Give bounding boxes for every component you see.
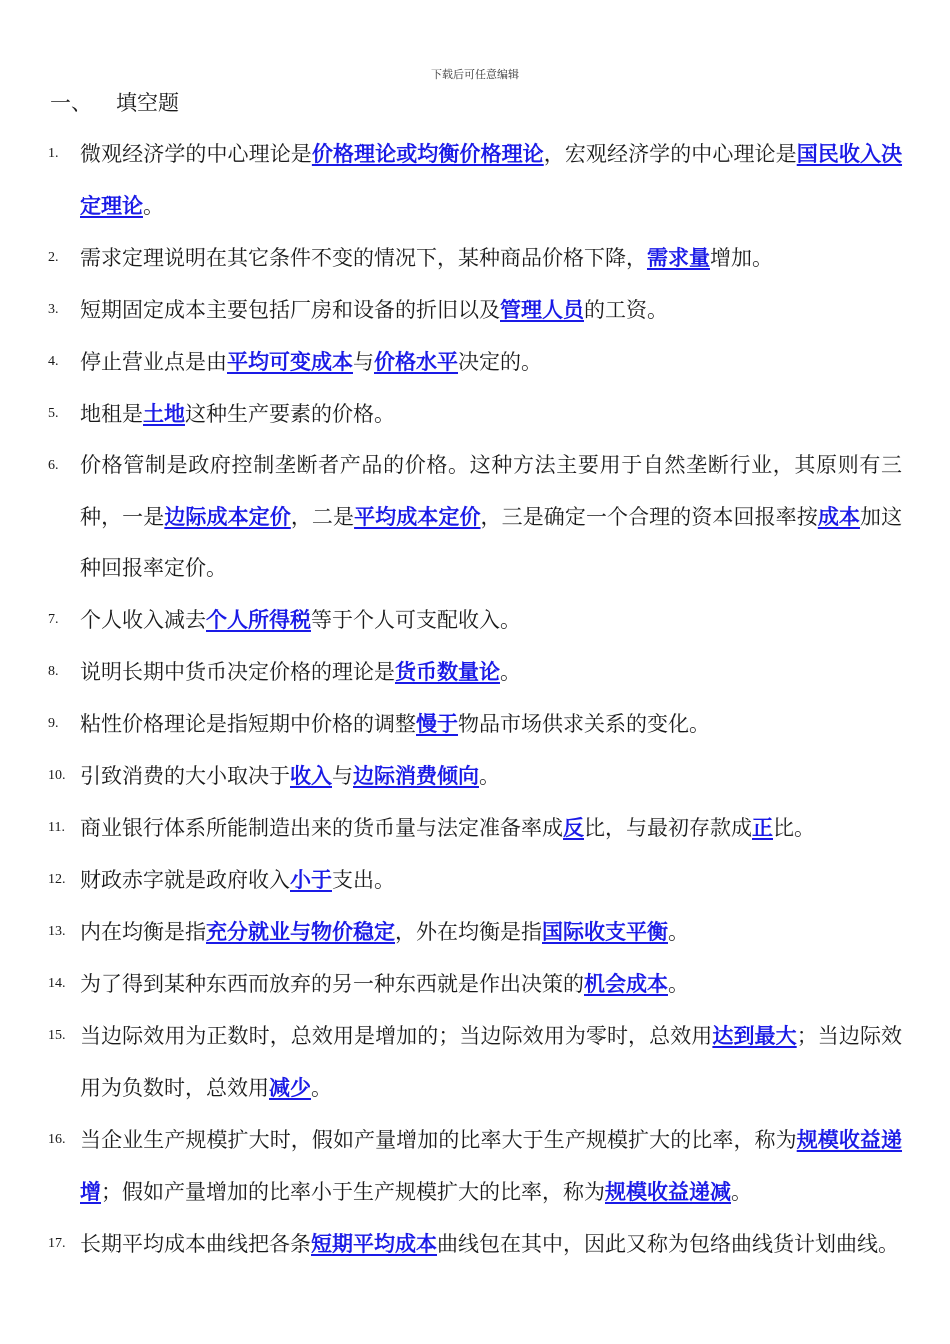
question-text: ；假如产量增加的比率小于生产规模扩大的比率，称为: [101, 1180, 605, 1204]
question-item: [0, 958, 902, 1010]
question-text: 价格管制是政府控制垄断者产品的价格。这种方法主要用于自然垄断行业，其原则有三种，一是: [80, 453, 902, 529]
question-text: 。: [500, 660, 521, 684]
question-text: 需求定理说明在其它条件不变的情况下，某种商品价格下降，: [80, 246, 647, 270]
question-text: ，三是确定一个合理的资本回报率按: [480, 505, 818, 529]
question-number: 16.: [48, 1132, 66, 1147]
answer-blank: 边际消费倾向: [353, 763, 479, 788]
question-text: 地租是: [80, 402, 143, 426]
question-text: 微观经济学的中心理论是: [80, 142, 312, 166]
answer-blank: 价格理论或均衡价格理论: [311, 141, 544, 166]
question-text: 加这种回报率定价。: [80, 505, 903, 580]
question-text: 增加。: [710, 246, 773, 270]
question-text: 短期固定成本主要包括厂房和设备的折旧以及: [80, 298, 500, 322]
answer-blank: 需求量: [647, 245, 710, 270]
question-number: 3.: [48, 302, 59, 317]
question-number: 10.: [48, 768, 66, 783]
answer-blank: 充分就业与物价稳定: [206, 919, 395, 944]
question-text: 与: [332, 764, 353, 788]
question-text: 支出。: [332, 868, 395, 892]
answer-blank: 反: [563, 815, 584, 840]
question-text: 当企业生产规模扩大时，假如产量增加的比率大于生产规模扩大的比率，称为: [80, 1128, 797, 1152]
question-text: ；当边际效用为负数时，总效用: [80, 1024, 903, 1100]
answer-blank: 国际收支平衡: [542, 919, 668, 944]
question-text: 。: [668, 920, 689, 944]
question-text: 停止营业点是由: [80, 350, 227, 374]
question-number: 4.: [48, 354, 59, 369]
answer-blank: 管理人员: [500, 297, 584, 322]
answer-blank: 减少: [269, 1075, 311, 1100]
question-item: [0, 336, 902, 388]
question-text: 。: [311, 1076, 332, 1100]
question-item: [0, 440, 902, 594]
section-number: 一、: [50, 91, 92, 115]
question-text: 比。: [773, 816, 815, 840]
question-item: [0, 1114, 902, 1218]
question-item: [0, 388, 902, 440]
question-item: [0, 698, 902, 750]
answer-blank: 机会成本: [584, 971, 668, 996]
answer-blank: 正: [752, 815, 773, 840]
question-number: 12.: [48, 872, 66, 887]
question-number: 17.: [48, 1236, 66, 1251]
question-text: 粘性价格理论是指短期中价格的调整: [80, 712, 416, 736]
header-note: 下载后可任意编辑: [431, 68, 519, 81]
question-text: 。: [668, 972, 689, 996]
question-text: ，外在均衡是指: [395, 920, 542, 944]
question-item: [0, 594, 902, 646]
question-number: 9.: [48, 716, 59, 731]
question-text: 长期平均成本曲线把各条: [80, 1232, 311, 1256]
question-text: 比，与最初存款成: [584, 816, 752, 840]
question-item: [0, 802, 902, 854]
question-text: ，宏观经济学的中心理论是: [543, 142, 797, 166]
question-number: 8.: [48, 664, 59, 679]
answer-blank: 平均成本定价: [354, 504, 481, 529]
question-text: 内在均衡是指: [80, 920, 206, 944]
answer-blank: 价格水平: [374, 349, 458, 374]
answer-blank: 短期平均成本: [311, 1231, 437, 1256]
answer-blank: 慢于: [416, 711, 458, 736]
question-text: 。: [479, 764, 500, 788]
question-item: [0, 128, 902, 232]
section-title-text: 填空题: [116, 91, 179, 115]
question-text: 决定的。: [458, 350, 542, 374]
answer-blank: 收入: [290, 763, 332, 788]
answer-blank: 货币数量论: [395, 659, 500, 684]
answer-blank: 达到最大: [712, 1023, 797, 1048]
question-text: 曲线包在其中，因此又称为包络曲线货计划曲线。: [437, 1232, 899, 1256]
question-text: 引致消费的大小取决于: [80, 764, 290, 788]
question-number: 2.: [48, 250, 59, 265]
question-text: 说明长期中货币决定价格的理论是: [80, 660, 395, 684]
question-text: 财政赤字就是政府收入: [80, 868, 290, 892]
question-text: 商业银行体系所能制造出来的货币量与法定准备率成: [80, 816, 563, 840]
question-number: 6.: [48, 458, 59, 473]
question-number: 15.: [48, 1028, 66, 1043]
answer-blank: 土地: [143, 401, 185, 426]
answer-blank: 规模收益递减: [605, 1179, 731, 1204]
question-item: [0, 750, 902, 802]
question-text: 物品市场供求关系的变化。: [458, 712, 710, 736]
answer-blank: 规模收益递增: [80, 1127, 903, 1204]
question-number: 14.: [48, 976, 66, 991]
question-list: [0, 128, 950, 1270]
answer-blank: 个人所得税: [206, 607, 311, 632]
question-text: 与: [353, 350, 374, 374]
answer-blank: 小于: [290, 867, 332, 892]
question-number: 7.: [48, 612, 59, 627]
question-text: 。: [143, 194, 164, 218]
section-title: [50, 88, 179, 118]
question-text: 。: [731, 1180, 752, 1204]
question-text: ，二是: [290, 505, 355, 529]
question-number: 13.: [48, 924, 66, 939]
question-item: [0, 1218, 902, 1270]
question-text: 这种生产要素的价格。: [185, 402, 395, 426]
question-item: [0, 906, 902, 958]
question-text: 个人收入减去: [80, 608, 206, 632]
question-item: [0, 1010, 902, 1114]
question-item: [0, 232, 902, 284]
answer-blank: 边际成本定价: [164, 504, 291, 529]
question-text: 的工资。: [584, 298, 668, 322]
question-number: 1.: [48, 146, 59, 161]
question-text: 为了得到某种东西而放弃的另一种东西就是作出决策的: [80, 972, 584, 996]
question-item: [0, 854, 902, 906]
question-text: 当边际效用为正数时，总效用是增加的；当边际效用为零时，总效用: [80, 1024, 713, 1048]
question-text: 等于个人可支配收入。: [311, 608, 521, 632]
question-number: 11.: [48, 820, 65, 835]
question-number: 5.: [48, 406, 59, 421]
answer-blank: 成本: [817, 504, 860, 529]
answer-blank: 国民收入决定理论: [80, 141, 903, 218]
answer-blank: 平均可变成本: [227, 349, 353, 374]
question-item: [0, 284, 902, 336]
question-item: [0, 646, 902, 698]
